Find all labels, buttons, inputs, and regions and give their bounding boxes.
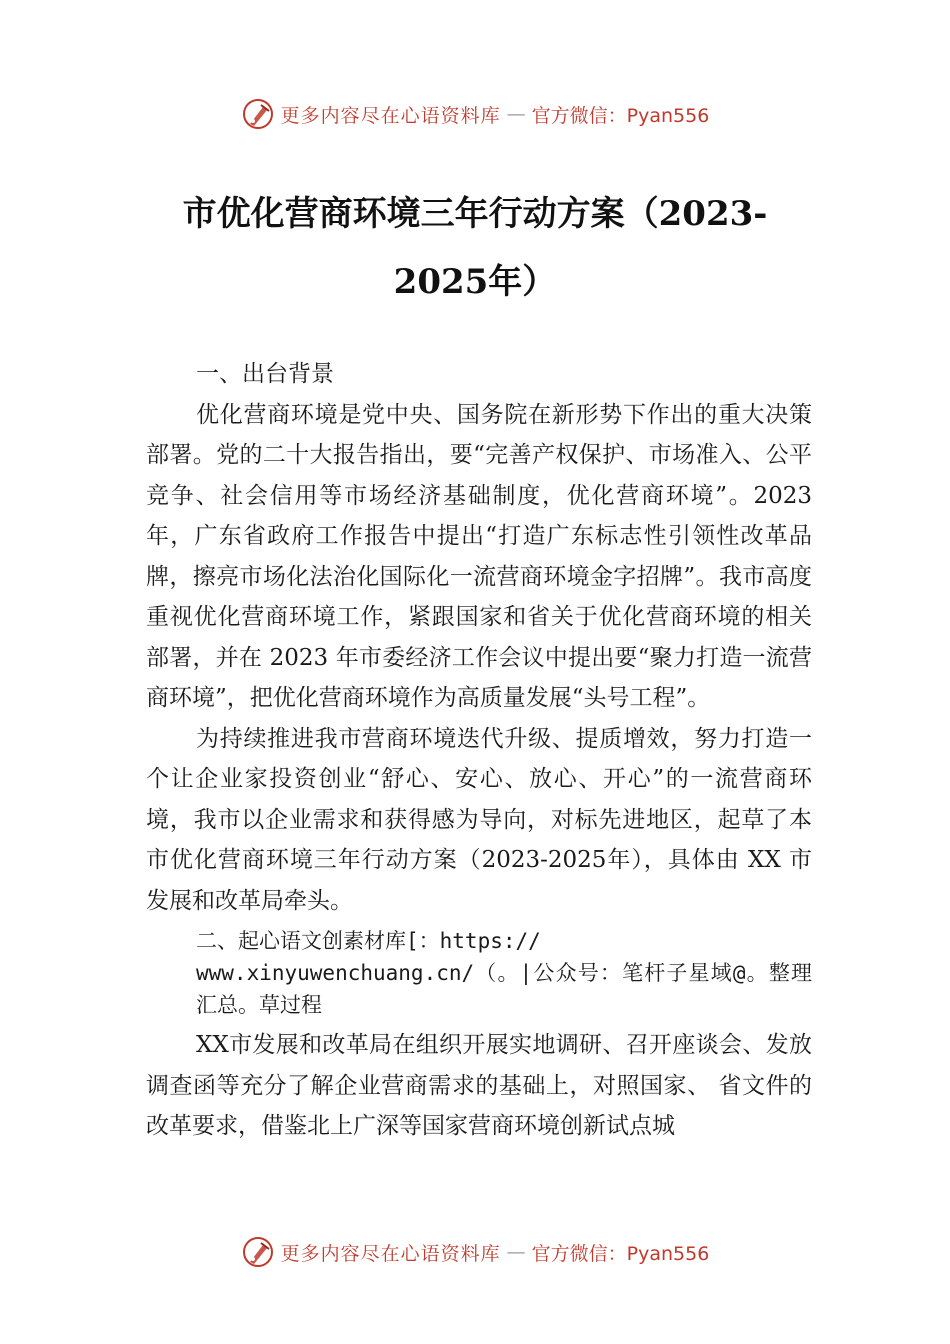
pen-nib-logo-icon — [241, 1235, 275, 1269]
section-heading-line2: www.xinyuwenchuang.cn/（。|公众号：笔杆子星域@。整理汇总。草过程 — [196, 961, 812, 1017]
watermark-brand: 更多内容尽在心语资料库 — [280, 104, 501, 127]
watermark-dash: — — [506, 103, 526, 125]
document-title: 市优化营商环境三年行动方案（2023-2025年） — [182, 194, 768, 302]
paragraph-background: 优化营商环境是党中央、国务院在新形势下作出的重大决策部署。党的二十大报告指出，要“完善产权保护、市场准入、公平竞争、社会信用等市场经济基础制度，优化营商环境”。2023年，广东省政府工作报告中提出“打造广东标志性引领性改革品牌，擦亮市场化法治化国际化一流营商环境金字招牌”。我市高度重视优化营商环境工作，紧跟国家和省关于优化营商环境的相关部署，并在 2023 年市委经济工作会议中提出要“聚力打造一流营商环境”，把优化营商环境作为高质量发展“头号工程”。 — [146, 401, 812, 711]
watermark-contact: 官方微信：Pyan556 — [531, 1242, 710, 1265]
section-heading-background: 一、出台背景 — [196, 361, 334, 387]
watermark-dash: — — [506, 1241, 526, 1263]
paragraph-purpose: 为持续推进我市营商环境迭代升级、提质增效，努力打造一个让企业家投资创业“舒心、安心、放心、开心”的一流营商环境，我市以企业需求和获得感为导向，对标先进地区，起草了本市优化营商环境三年行动方案（2023-2025年），具体由 XX 市发展和改革局牵头。 — [146, 725, 812, 914]
watermark-header — [0, 92, 950, 136]
pen-nib-logo-icon — [241, 97, 275, 131]
section-heading-drafting — [146, 925, 812, 1021]
paragraph-drafting-process: XX市发展和改革局在组织开展实地调研、召开座谈会、发放调查函等充分了解企业营商需求的基础上，对照国家、 省文件的改革要求，借鉴北上广深等国家营商环境创新试点城 — [146, 1032, 812, 1139]
document-body — [146, 354, 812, 1147]
watermark-brand: 更多内容尽在心语资料库 — [280, 1242, 501, 1265]
section-heading-line1: 二、起心语文创素材库[：https:// — [196, 929, 541, 953]
watermark-footer — [0, 1230, 950, 1274]
watermark-contact: 官方微信：Pyan556 — [531, 104, 710, 127]
